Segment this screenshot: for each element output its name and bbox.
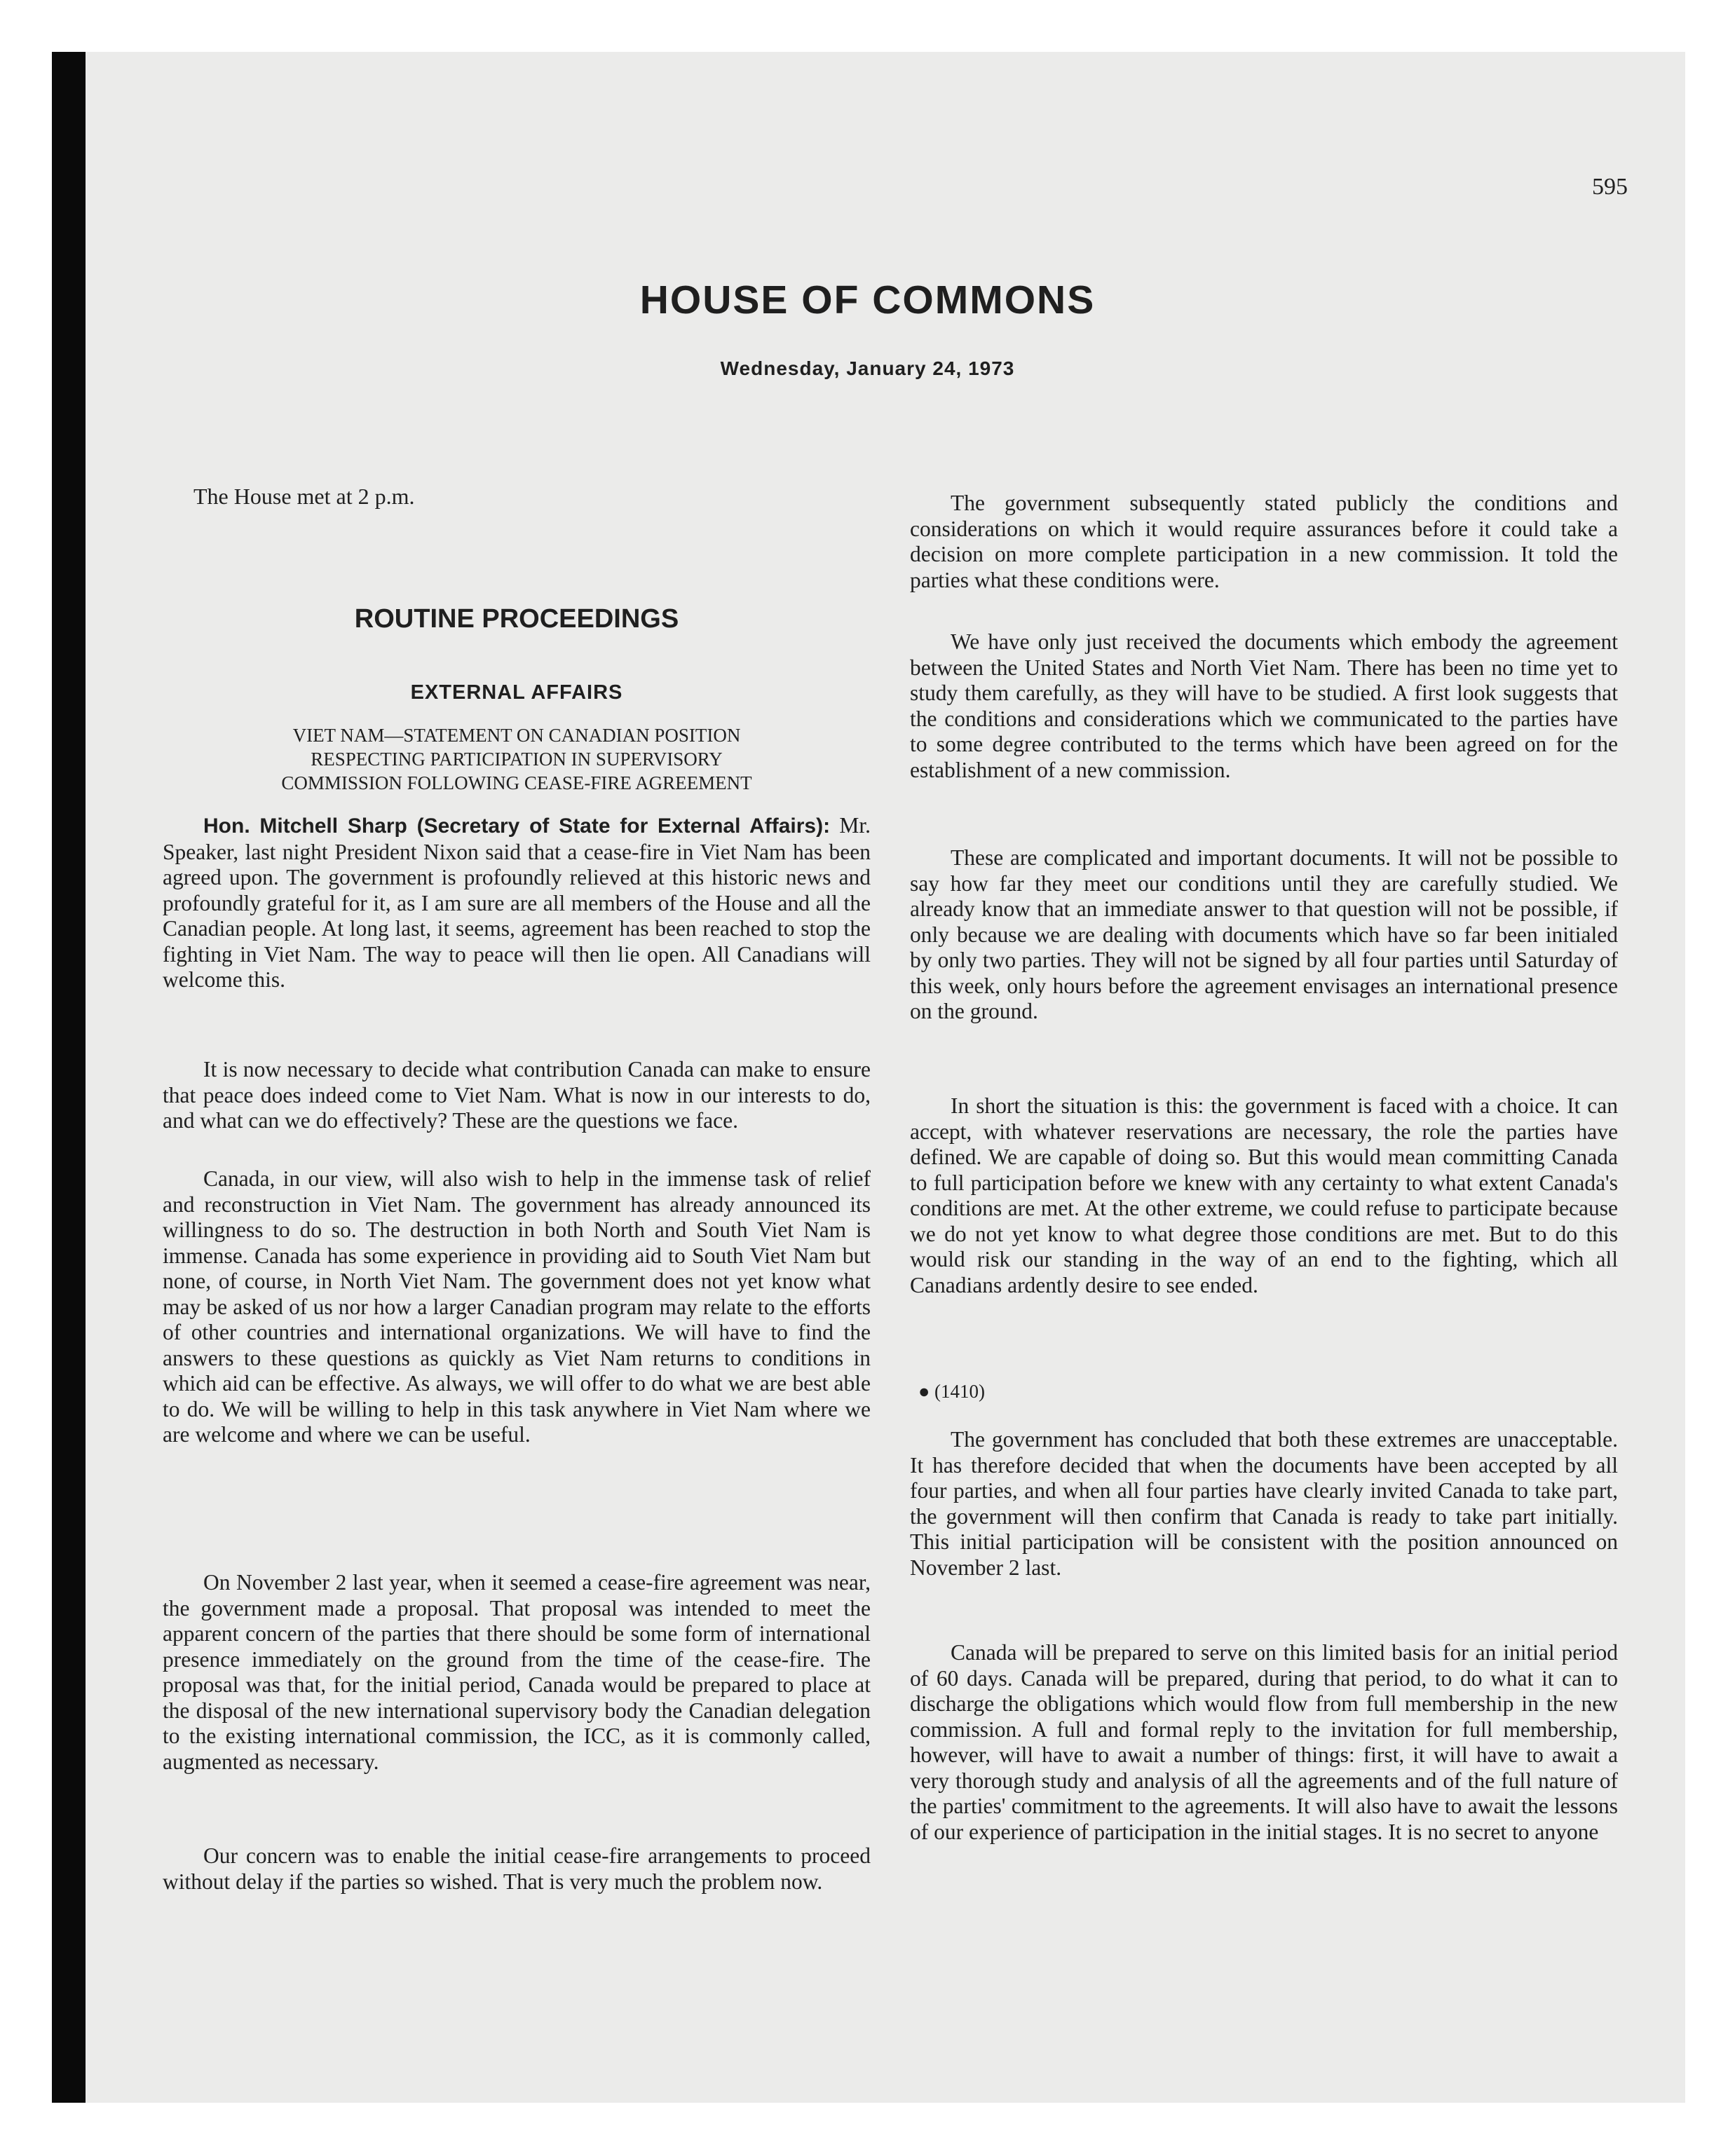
left-paragraph-3: Canada, in our view, will also wish to help in the immense task of relief and reconstruction in Viet Nam. The government has already announced its willingness to do so. The destruction in both North and South Viet Nam is immense. Canada has some experience in providing aid to South Viet Nam but none, of course, in North Viet Nam. The government does not yet know what may be asked of us nor how a larger Canadian program may relate to the efforts of other countries and international organizations. We will have to find the answers to these questions as quickly as Viet Nam returns to conditions in which aid can be effective. As always, we will offer to do what we are best able to do. We will be willing to help in this task anywhere in Viet Nam where we are welcome and where we can be useful. <box>163 1166 871 1447</box>
subheading-line: VIET NAM—STATEMENT ON CANADIAN POSITION <box>292 725 741 746</box>
subheading-line: RESPECTING PARTICIPATION IN SUPERVISORY <box>311 749 723 770</box>
masthead-title: HOUSE OF COMMONS <box>639 278 1096 322</box>
right-paragraph-6: Canada will be prepared to serve on this limited basis for an initial period of 60 days. Canada will be prepared, during that period, to do what it can to discharge the obligations which would flow from full membership in the new commission. A full and formal reply to the invitation for full membership, however, will have to await a number of things: first, it will have to await a very thorough study and analysis of all the agreements and of the full nature of the parties' commitment to the agreements. It will also have to await the lessons of our experience of participation in the initial stages. It is no secret to anyone <box>910 1640 1618 1844</box>
debate-subheading <box>163 723 871 795</box>
time-marker: ● (1410) <box>918 1381 986 1402</box>
right-paragraph-1: The government subsequently stated publicly the conditions and considerations on which it would require assurances before it could take a decision on more complete participation in a new commission. It told the parties what these conditions were. <box>910 491 1618 592</box>
left-paragraph-1 <box>163 813 871 993</box>
house-met-line: The House met at 2 p.m. <box>193 484 415 509</box>
right-paragraph-5: The government has concluded that both these extremes are unacceptable. It has therefore decided that when the documents have been accepted by all four parties, and when all four parties have clearly invited Canada to take part, the government will then confirm that Canada is ready to take part initially. This initial participation will be consistent with the position announced on November 2 last. <box>910 1427 1618 1580</box>
heading-external-affairs: EXTERNAL AFFAIRS <box>410 681 623 704</box>
left-paragraph-4: On November 2 last year, when it seemed a cease-fire agreement was near, the government made a proposal. That proposal was intended to meet the apparent concern of the parties that there should be some form of international presence immediately on the ground from the time of the cease-fire. The proposal was that, for the initial period, Canada would be prepared to place at the disposal of the new international supervisory body the Canadian delegation to the existing international commission, the ICC, as it is commonly called, augmented as necessary. <box>163 1570 871 1774</box>
page-number: 595 <box>1592 174 1628 200</box>
right-paragraph-2: We have only just received the documents which embody the agreement between the United States and North Viet Nam. There has been no time yet to study them carefully, as they will have to be studied. A first look suggests that the conditions and considerations which we communicated to the parties have to some degree contributed to the terms which have been agreed on for the establishment of a new commission. <box>910 629 1618 782</box>
paragraph-text: Mr. Speaker, last night President Nixon said that a cease-fire in Viet Nam has been agreed upon. The government is profoundly relieved at this historic news and profoundly grateful for it, as I am sure are all members of the House and all the Canadian people. At long last, it seems, agreement has been reached to stop the fighting in Viet Nam. The way to peace will then lie open. All Canadians will welcome this. <box>163 813 871 992</box>
speaker-name: Hon. Mitchell Sharp (Secretary of State for External Affairs): <box>203 814 831 838</box>
right-paragraph-3: These are complicated and important documents. It will not be possible to say how far they meet our conditions until they are carefully studied. We already know that an immediate answer to that question will not be possible, if only because we are dealing with documents which have so far been initialed by only two parties. They will not be signed by all four parties until Saturday of this week, only hours before the agreement envisages an international presence on the ground. <box>910 845 1618 1023</box>
left-paragraph-2: It is now necessary to decide what contribution Canada can make to ensure that peace does indeed come to Viet Nam. What is now in our interests to do, and what can we do effectively? These are the questions we face. <box>163 1057 871 1133</box>
session-date: Wednesday, January 24, 1973 <box>720 357 1015 379</box>
subheading-line: COMMISSION FOLLOWING CEASE-FIRE AGREEMENT <box>281 772 752 793</box>
left-paragraph-5: Our concern was to enable the initial cease-fire arrangements to proceed without delay if the parties so wished. That is very much the problem now. <box>163 1843 871 1894</box>
heading-routine-proceedings: ROUTINE PROCEEDINGS <box>354 604 679 634</box>
right-paragraph-4: In short the situation is this: the government is faced with a choice. It can accept, with whatever reservations are necessary, the role the parties have defined. We are capable of doing so. But this would mean committing Canada to full participation before we knew with any certainty to what extent Canada's conditions are met. At the other extreme, we could refuse to participate because we do not yet know to what degree those conditions are met. But to do this would risk our standing in the way of an end to the fighting, which all Canadians ardently desire to see ended. <box>910 1093 1618 1297</box>
